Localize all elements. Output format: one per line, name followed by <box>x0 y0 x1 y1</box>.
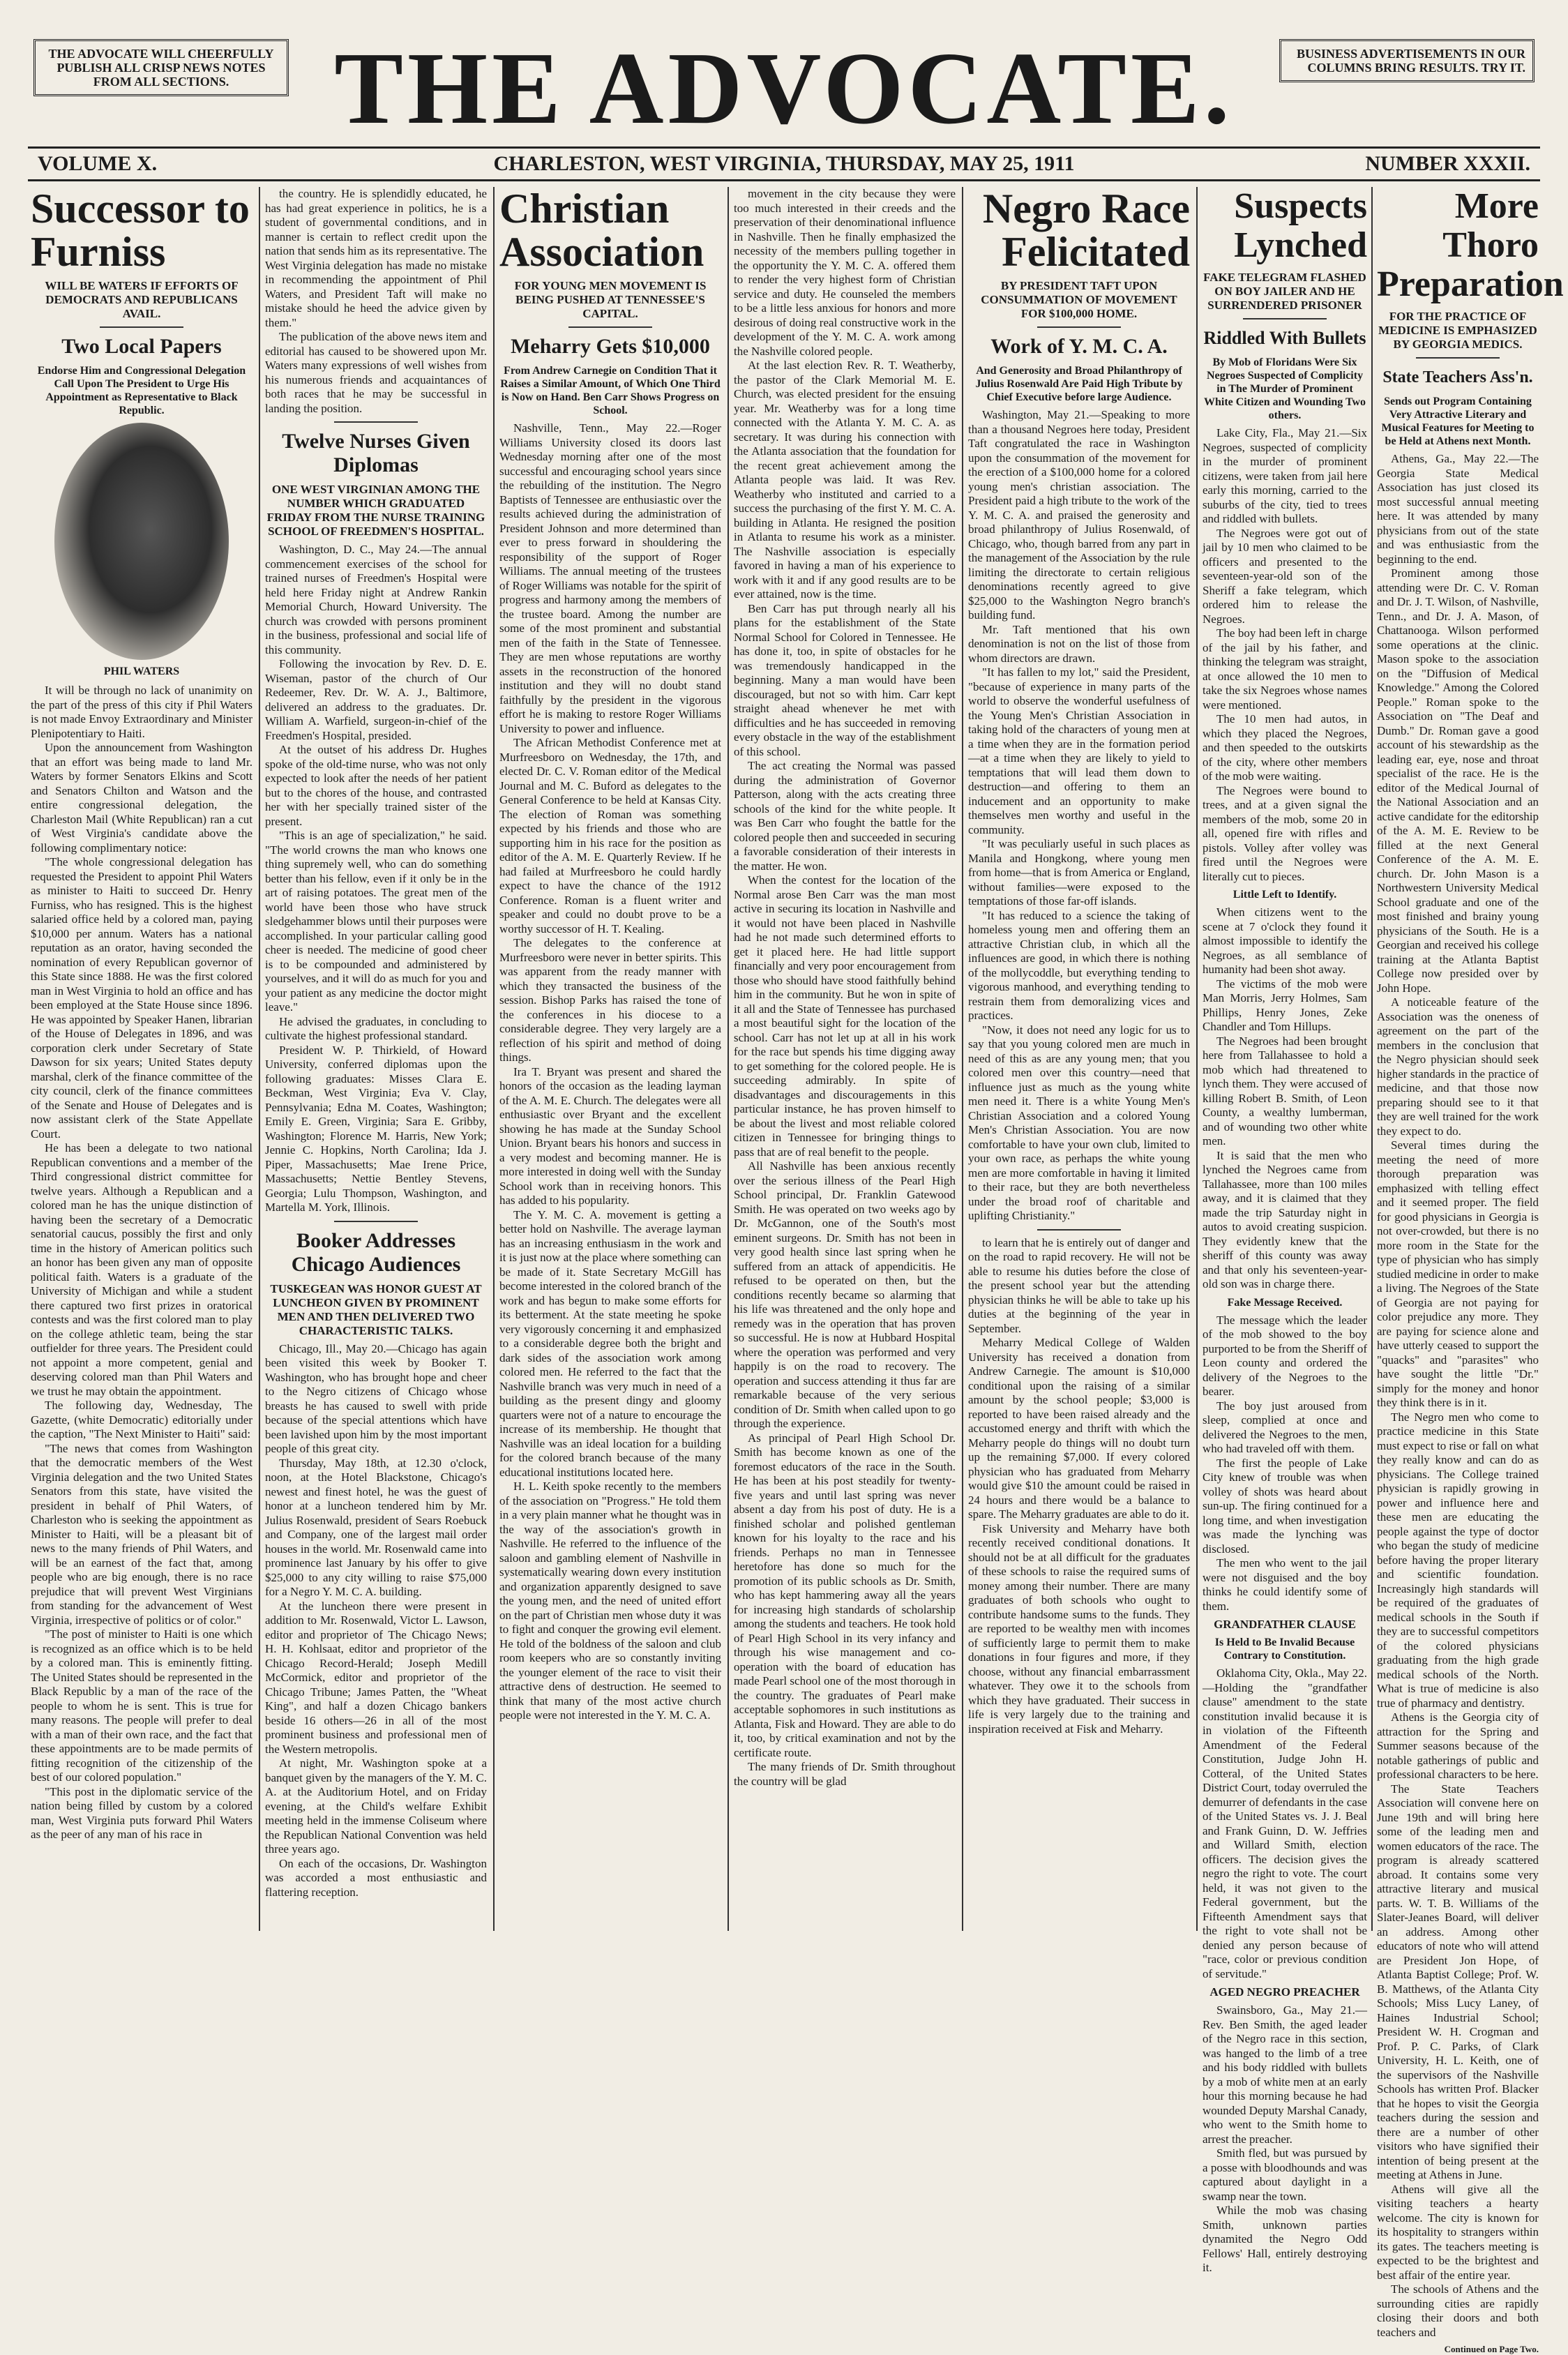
article-paragraph: The message which the leader of the mob showed to the boy purported to be from the Sheriff of Leon county and ordered the delivery of the Negroes to the bearer. <box>1203 1313 1367 1398</box>
article-paragraph: Washington, May 21.—Speaking to more than a thousand Negroes here today, President Taft congratulated the race in Washington upon the consummation of the movement for the erection of a $100,000 home for a colored young men's christian association. The President paid a high tribute to the work of the Y. M. C. A. and praised the generosity and broad philanthropy of Julius Rosenwald, of Chicago, who, though barred from any part in the management of the Association by the rule limiting the directorate to certain religious denominations recently agreed to give $25,000 to the Washington Negro branch's building fund. <box>968 408 1190 622</box>
article-paragraph: When citizens went to the scene at 7 o'clock they found it almost impossible to identify the Negroes, as all semblance of humanity had been shot away. <box>1203 905 1367 976</box>
separator <box>334 1221 418 1222</box>
headline-negro-race: Negro Race Felicitated <box>982 186 1190 275</box>
article-paragraph: "This post in the diplomatic service of the nation being filled by custom by a colored man, West Virginia puts forward Phil Waters as the peer of any man of his race in <box>31 1784 252 1841</box>
subhead-teachers: State Teachers Ass'n. <box>1382 368 1533 386</box>
article-paragraph: At the last election Rev. R. T. Weatherby, the pastor of the Clark Memorial M. E. Church, was elected president for the ensuing year. Mr. Weatherby was for a long time connected with the Atlanta Y. M. C. A. as secretary. It was during his connection with the Atlanta association that the foundation for the recent great achievement among the Atlanta people was laid. It was Rev. Weatherby who instituted and carried to a success the purchasing of the first Y. M. C. A. building in Atlanta. He resigned the position in Atlanta to resume his work as a minister. The Nashville association is especially favored in having a man of his experience to work with it and if any good results are to be ever attained, now is the time. <box>734 359 956 601</box>
article-paragraph: The State Teachers Association will convene here on June 19th and will bring here some of the leading men and women educators of the race. The program is already scattered abroad. It contains some very attractive literary and musical parts. W. T. B. Williams of the Slater-Jeanes Board, will deliver an address. Among other educators of note who will attend are President Jon Hope, of Atlanta Baptist College; Prof. W. B. Matthews, of the Atlanta City Schools; Miss Lucy Laney, of Haines Industrial School; President W. H. Crogman and Prof. P. C. Parks, of Clark University, H. L. Keith, one of the supervisors of the Nashville Schools has written Prof. Blacker that he hopes to visit the Georgia teachers during the session and there are a number of other visitors who have signified their intention of being present at the meeting at Athens in June. <box>1377 1782 1539 2181</box>
article-paragraph: A noticeable feature of the Association was the oneness of agreement on the part of the members in the conclusion that the Negro physician should seek higher standards in the practice of medicine, and that those now preparing should see to it that they are well trained for the work they expect to do. <box>1377 995 1539 1138</box>
article-paragraph: H. L. Keith spoke recently to the members of the association on "Progress." He told them in a very plain manner what he thought was in the way of the association's growth in Nashville. He referred to the influence of the saloon and gambling element of Nashville in systematically wearing down every institution and organization apparently designed to save the young men, and the need of united effort on the part of Christian men whose duty it was to fight and conquer the growing evil element. He told of the boldness of the saloon and club room keepers who are so constantly inviting the younger element of the race to visit their attractive dens of destruction. He seemed to think that many of the most active church people were not interested in the Y. M. C. A. <box>499 1480 721 1722</box>
deck-booker: TUSKEGEAN WAS HONOR GUEST AT LUNCHEON GIVEN BY PROMINENT MEN AND THEN DELIVERED TWO CHARACTERISTIC TALKS. <box>270 1281 482 1337</box>
deck-grandfather-clause: Is Held to Be Invalid Because Contrary to Constitution. <box>1214 1637 1355 1662</box>
article-paragraph: As principal of Pearl High School Dr. Smith has become known as one of the foremost educators of the race in the South. He has been at his post steadily for twenty-five years and until last spring was never absent a day from his post of duty. He is a finished scholar and polished gentleman known for his loyalty to the race and his friends. Perhaps no man in Tennessee heretofore has done so much for the promotion of its public schools as Dr. Smith, who has kept hammering away all the years for increasing high standards of scholarship among the students and teachers. He took hold of Pearl High School in its very infancy and through his wise management and co-operation with the board of education has made Pearl school one of the most thorough in the country. The graduates of Pearl make acceptable sophomores in such institutions as Atlanta, Fisk and Howard. They are able to do it, too, by critical examination and not by the certificate route. <box>734 1431 956 1759</box>
article-paragraph: All Nashville has been anxious recently over the serious illness of the Pearl High School principal, Dr. Franklin Gatewood Smith. He was operated on two weeks ago by Dr. McGannon, one of the South's most eminent surgeons. Dr. Smith has not been in very good health since last spring when he suffered from an attack of appendicitis. He refused to be operated on then, but the conditions recently became so alarming that his life was threatened and the only hope and remedy was in the operation that has proven so successful. He is now at Hubbard Hospital where the operation was performed and very happily is on the road to recovery. The operation and success attending it thus far are remarkable because of the very serious condition of Dr. Smith when called upon to go through the experience. <box>734 1159 956 1430</box>
article-paragraph: While the mob was chasing Smith, unknown parties dynamited the Negro Odd Fellows' Hall, entirely destroying it. <box>1203 2204 1367 2274</box>
subhead-fake-message: Fake Message Received. <box>1227 1296 1343 1309</box>
dateline-bar <box>28 146 1540 181</box>
article-paragraph: It will be through no lack of unanimity on the part of the press of this city if Phil Waters is not made Envoy Extraordinary and Minister Plenipotentiary to Haiti. <box>31 684 252 740</box>
article-paragraph: The act creating the Normal was passed during the administration of Governor Patterson, along with the acts creating three schools of the kind for the white people. It was Ben Carr who fought the battle for the colored people then and succeeded in securing a favorable consideration of their interests in the matter. He won. <box>734 759 956 873</box>
article-paragraph: The Negroes had been brought here from Tallahassee to hold a mob which had threatened to lynch them. They were accused of killing Robert B. Smith, of Leon County, a wealthy lumberman, and of wounding two other white men. <box>1203 1034 1367 1148</box>
subdeck-ymca: And Generosity and Broad Philanthropy of Julius Rosenwald Are Paid High Tribute by Chief Executive before large Audience. <box>975 365 1183 403</box>
column-1 <box>31 187 252 1931</box>
column-rule <box>1196 187 1198 1931</box>
article-paragraph: Thursday, May 18th, at 12.30 o'clock, noon, at the Hotel Blackstone, Chicago's newest and finest hotel, he was the guest of honor at a luncheon tendered him by Mr. Julius Rosenwald, president of Sears Roebuck and Company, one of the largest mail order houses in the world. Mr. Rosenwald came into prominence last January by his offer to give $25,000 to any city willing to raise $75,000 for a Negro Y. M. C. A. building. <box>265 1456 487 1598</box>
article-paragraph: Oklahoma City, Okla., May 22.—Holding the "grandfather clause" amendment to the state constitution invalid because it is in violation of the Fifteenth Amendment of the Federal Constitution, Judge John H. Cotteral, of the United States District Court, today overruled the demurrer of defendants in the case of the United States vs. J. J. Beal and Frank Guinn, D. W. Jeffries and Willard Smith, election officers. The decision gives the negro the right to vote. The court held, it was not given to the Federal government, but the Fifteenth Amendment says that the right to vote shall not be denied any person because of "race, color or previous condition of servitude." <box>1203 1666 1367 1980</box>
column-7 <box>1377 186 1564 2354</box>
article-paragraph: At night, Mr. Washington spoke at a banquet given by the managers of the Y. M. C. A. at the Auditorium Hotel, and on Friday evening, at the Child's welfare Exhibit meeting held in the immense Coliseum where the Republican National Convention was held three years ago. <box>265 1756 487 1856</box>
column-5 <box>968 187 1190 1931</box>
left-ear-box: THE ADVOCATE WILL CHEERFULLY PUBLISH ALL CRISP NEWS NOTES FROM ALL SECTIONS. <box>33 39 289 96</box>
column-rule <box>1371 187 1373 1931</box>
column-rule <box>493 187 495 1931</box>
subhead-riddled: Riddled With Bullets <box>1203 328 1366 348</box>
headline-booker: Booker Addresses Chicago Audiences <box>291 1228 461 1276</box>
article-paragraph: Nashville, Tenn., May 22.—Roger Williams University closed its doors last Wednesday morning after one of the most successful and encouraging school years since the rebuilding of the institution. The Negro Baptists of Tennessee are enthusiastic over the results achieved during the administration of President Johnson and more determined than ever to press forward in shouldering the responsibility of the support of Roger Williams. The annual meeting of the trustees of Roger Williams was notable for the spirit of progress and harmony among the members of the trustee board. Among the number are some of the most prominent and substantial men of the faith in the State of Tennessee. They are men whose reputations are worthy assets in the reconstruction of the honored institution and they will no doubt stand faithfully by the president in the vigorous effort he is making to restore Roger Williams University to power and influence. <box>499 421 721 735</box>
article-paragraph: At the luncheon there were present in addition to Mr. Rosenwald, Victor L. Lawson, editor and proprietor of The Chicago News; H. H. Kohlsaat, editor and proprietor of the Chicago Record-Herald; Joseph Medill McCormick, editor and proprietor of the Chicago Tribune; James Patten, the "Wheat King", and half a dozen Chicago bankers beside 16 others—26 in all of the most prominent business and professional men of the Western metropolis. <box>265 1599 487 1756</box>
right-ear-box: BUSINESS ADVERTISEMENTS IN OUR COLUMNS BRING RESULTS. TRY IT. <box>1279 39 1535 82</box>
article-paragraph: The African Methodist Conference met at Murfreesboro on Wednesday, the 17th, and elected Dr. C. V. Roman editor of the Medical Journal and M. C. Buford as delegates to the General Conference to be held at Kansas City. The election of Roman was something expected by his friends and those who are supporting him in his race for the position as editor of the A. M. E. Quarterly Review. If he had failed at Murfreesboro he could hardly expect to have the chance of the 1912 Conference. Roman is a fluent writer and speaker and could no doubt prove to be a worthy successor of H. T. Kealing. <box>499 736 721 935</box>
headline-successor: Successor to Furniss <box>31 186 250 275</box>
article-paragraph: Meharry Medical College of Walden University has received a donation from Andrew Carnegie. The amount is $10,000 conditional upon the raising of a similar amount by the school people; $3,000 is reported to have been raised already and the accustomed energy and thrift with which the Meharry people do things will no doubt turn up the remaining $7,000. If every colored physician who has graduated from Meharry would give $10 the amount could be raised in 24 hours and there would be a balance to spare. The Meharry graduates are able to do it. <box>968 1336 1190 1521</box>
article-paragraph: He has been a delegate to two national Republican conventions and a member of the Third congressional district committee for twelve years. Although a Republican and a colored man he has the unique distinction of having been the secretary of a Democratic senatorial caucus, possibly the first and only time in the history of American politics such an honor has been given any man of opposite political faith. Waters is a graduate of the University of Michigan and while a student there captured two first prizes in oratorical contests and was the first colored man to play on the college athletic team, being the star outfielder for three years. The President could not appoint a more competent, genial and deserving colored man than Phil Waters and we trust he may obtain the appointment. <box>31 1141 252 1398</box>
deck-lynched: FAKE TELEGRAM FLASHED ON BOY JAILER AND HE SURRENDERED PRISONER <box>1203 271 1366 312</box>
separator <box>568 326 652 328</box>
article-paragraph: The boy just aroused from sleep, complied at once and delivered the Negroes to the men, who had traveled off with them. <box>1203 1399 1367 1455</box>
article-paragraph: "The news that comes from Washington that the democratic members of the West Virginia delegation and the two United States Senators from this state, have visited the president in behalf of Phil Waters, of Charleston who is seeking the appointment as Minister to Haiti, will be a pleasant bit of news to the many friends of Phil Waters, and will be an earnest of the fact that, among people who are big enough, there is no race prejudice that will prevent West Virginians from standing for the advancement of West Virginia, irrespective of politics or of color." <box>31 1441 252 1627</box>
subdeck-teachers: Sends out Program Containing Very Attractive Literary and Musical Features for Meeting to be Held at Athens next Month. <box>1381 396 1535 447</box>
article-paragraph: movement in the city because they were too much interested in their creeds and the preservation of their denominational influence in Nashville. Then he finally emphasized the necessity of the members pulling together in the opportunity the Y. M. C. A. offered them to render the very highest form of Christian service and duty. He counseled the members to be a little less anxious for honors and more desirous of doing real constructive work in the development of the Y. M. C. A. work among the Nashville colored people. <box>734 187 956 358</box>
subhead-ymca: Work of Y. M. C. A. <box>990 335 1168 358</box>
headline-aged-preacher: AGED NEGRO PREACHER <box>1209 1985 1360 1999</box>
article-paragraph: On each of the occasions, Dr. Washington was accorded a most enthusiastic and flattering reception. <box>265 1856 487 1899</box>
article-paragraph: Chicago, Ill., May 20.—Chicago has again been visited this week by Booker T. Washington, who has brought hope and cheer to the Negro citizens of Chicago whose breasts he has caused to swell with pride because of the special attentions which have been lavished upon him by the most important people of this great city. <box>265 1341 487 1455</box>
article-paragraph: Athens, Ga., May 22.—The Georgia State Medical Association has just closed its most successful annual meeting here. It was attended by many physicians from out of the state and was enthusiastic from the beginning to the end. <box>1377 452 1539 566</box>
column-rule <box>962 187 963 1931</box>
columns <box>28 186 1564 2354</box>
article-paragraph: The first the people of Lake City knew of trouble was when volley of shots was heard about sun-up. The firing continued for a long time, and when investigation was made the lynching was disclosed. <box>1203 1456 1367 1556</box>
deck-nurses: ONE WEST VIRGINIAN AMONG THE NUMBER WHICH GRADUATED FRIDAY FROM THE NURSE TRAINING SCHOOL OF FREEDMEN'S HOSPITAL. <box>266 483 485 538</box>
separator <box>1037 1229 1121 1231</box>
subdeck-riddled: By Mob of Floridans Were Six Negroes Suspected of Complicity in The Murder of Prominent White Citizen and Wounding Two others. <box>1203 356 1366 421</box>
dateline-text: CHARLESTON, WEST VIRGINIA, THURSDAY, MAY 25, 1911 <box>493 152 1075 175</box>
article-paragraph: to learn that he is entirely out of danger and on the road to rapid recovery. He will not be able to resume his duties before the close of the present school year but the attending physician thinks he will be able to take up his duties at the beginning of the year in September. <box>968 1235 1190 1335</box>
article-paragraph: The victims of the mob were Man Morris, Jerry Holmes, Sam Phillips, Henry Jones, Zeke Chandler and Tom Hillups. <box>1203 977 1367 1033</box>
article-paragraph: The Negroes were got out of jail by 10 men who claimed to be officers and presented to the seventeen-year-old son of the Sheriff a fake telegram, which ordered him to release the Negroes. <box>1203 526 1367 626</box>
subdeck-local-papers: Endorse Him and Congressional Delegation Call Upon The President to Urge His Appointment as Representative to Black Republic. <box>37 365 246 416</box>
headline-preparation: More Thoro Preparation <box>1377 186 1564 304</box>
issue-number: NUMBER XXXII. <box>1365 152 1530 175</box>
subhead-meharry: Meharry Gets $10,000 <box>511 335 710 358</box>
portrait-caption: PHIL WATERS <box>103 665 180 677</box>
headline-lynched: Suspects Lynched <box>1234 186 1367 265</box>
article-paragraph: "It has fallen to my lot," said the President, "because of experience in many parts of the world to observe the wonderful usefulness of the Young Men's Christian Association in taking hold of the characters of young men at a time when they are in the formation period—at a time when they are likely to yield to temptations that will lead them down to destruction—and offering to them an inducement and an opportunity to make themselves men worthy and useful in the community. <box>968 665 1190 836</box>
article-paragraph: The Negroes were bound to trees, and at a given signal the members of the mob, some 20 in all, opened fire with rifles and pistols. Volley after volley was fired until the Negroes were literally cut to pieces. <box>1203 783 1367 883</box>
headline-christian-association: Christian Association <box>499 186 704 275</box>
separator <box>100 326 183 328</box>
headline-grandfather-clause: GRANDFATHER CLAUSE <box>1214 1618 1356 1631</box>
separator <box>1416 357 1500 359</box>
article-paragraph: Ira T. Bryant was present and shared the honors of the occasion as the leading layman of the A. M. E. Church. The delegates were all enthusiastic over Bryant and the excellent showing he has made at the Sunday School Union. Bryant bears his honors and success in a very modest and becoming manner. He is more interested in doing well with the Sunday School work than in receiving honors. This has added to his popularity. <box>499 1064 721 1207</box>
article-paragraph: "The whole congressional delegation has requested the President to appoint Phil Waters as minister to Haiti to succeed Dr. Henry Furniss, who has resigned. This is the highest salaried office held by a colored man, paying $10,000 per annum. Waters has a national reputation as an orator, having seconded the nomination of every Republican governor of this State since 1888. He was the first colored man in West Virginia to hold an office and has been employed at the State House since 1896. He was appointed by Speaker Hanen, librarian of the House of Delegates in 1896, and was corporation clerk under Secretary of State Dawson for six years; United States deputy marshal, clerk of the finance committee of the city council, clerk of the finance committees of the Senate and House of Delegates and is now assistant clerk of the State Appellate Court. <box>31 855 252 1141</box>
article-paragraph: The many friends of Dr. Smith throughout the country will be glad <box>734 1760 956 1788</box>
article-paragraph: the country. He is splendidly educated, he has had great experience in politics, he is a student of governmental conditions, and in manner is certain to reflect credit upon the nation that sends him as its representative. The West Virginia delegation has made no mistake in recommending the appointment of Phil Waters, and President Taft will make no mistake should he heed the advice given by them." <box>265 187 487 329</box>
article-paragraph: Lake City, Fla., May 21.—Six Negroes, suspected of complicity in the murder of prominent citizens, were taken from jail here early this morning, carried to the suburbs of the city, tied to trees and riddled with bullets. <box>1203 426 1367 525</box>
newspaper-page <box>28 14 1564 2354</box>
deck-successor: WILL BE WATERS IF EFFORTS OF DEMOCRATS AND REPUBLICANS AVAIL. <box>45 279 239 320</box>
article-paragraph: Mr. Taft mentioned that his own denomination is not on the list of those from whom directors are drawn. <box>968 622 1190 665</box>
article-paragraph: At the outset of his address Dr. Hughes spoke of the old-time nurse, who was not only expected to look after the needs of her patient but to the chores of the house, and contrasted her with her specially trained sister of the present. <box>265 743 487 828</box>
headline-nurses: Twelve Nurses Given Diplomas <box>282 430 470 476</box>
article-paragraph: Upon the announcement from Washington that an effort was being made to land Mr. Waters by former Senators Elkins and Scott and Senators Chilton and Watson and the entire congressional delegation, the Charleston Mail (White Republican) ran a cut of West Virginia's candidate above the following complimentary notice: <box>31 741 252 855</box>
deck-negro-race: BY PRESIDENT TAFT UPON CONSUMMATION OF MOVEMENT FOR $100,000 HOME. <box>981 279 1177 320</box>
subhead-local-papers: Two Local Papers <box>61 335 222 358</box>
article-paragraph: "The post of minister to Haiti is one which is recognized as an office which is to be held by a colored man. This is eminently fitting. The United States should be represented in the Black Republic by a man of the race of the people to whom he is sent. This is true for many reasons. The people will prefer to deal with a man of their own race, and the fact that these appointments are to be made permits of fitting recognition of the citizenship of the best of our colored population." <box>31 1627 252 1784</box>
article-paragraph: The publication of the above news item and editorial has caused to be showered upon Mr. Waters many expressions of well wishes from his numerous friends and acquaintances of both races that he may be successful in landing the position. <box>265 330 487 415</box>
article-paragraph: When the contest for the location of the Normal arose Ben Carr was the man most active in securing its location in Nashville and it would not have been placed in Nashville had he not made such determined efforts to get it placed here. He had little support financially and very poor encouragement from those who should have stood faithfully behind him in the community. But he won in spite of it all and the State of Tennessee has purchased a most beautiful sight for the location of the school. Carr has not let up at all in his work for the race but spends his time digging away to get something for the colored people. He is succeeding admirably. In spite of disadvantages and discouragements in this particular instance, he has proven himself to be about the livest and most reliable colored citizen in Tennessee for bringing things to pass that are of real benefit to the people. <box>734 873 956 1159</box>
column-2 <box>265 187 487 1931</box>
article-paragraph: The Y. M. C. A. movement is getting a better hold on Nashville. The average layman has an increasing enthusiasm in the work and it is just now at the place where something can be made of it. State Secretary McGill has become interested in the colored branch of the work and has begun to make some efforts for its betterment. At the state meeting he spoke very vigorously concerning it and emphasized to a considerable degree both the bright and dark sides of the association work among colored men. He referred to the fact that the Nashville branch was very much in need of a building as the present dingy and gloomy quarters were not of a nature to encourage the increase of its membership. He thought that Nashville was an ideal location for a building for the colored branch because of the many educational institutions located here. <box>499 1207 721 1479</box>
article-paragraph: "It was peculiarly useful in such places as Manila and Hongkong, where young men from home—that is from America or England, without families—were exposed to the temptations of those far-off islands. <box>968 837 1190 908</box>
article-paragraph: He advised the graduates, in concluding to cultivate the highest professional standard. <box>265 1014 487 1042</box>
article-paragraph: The Negro men who come to practice medicine in this State must expect to rise or fall on what they really know and can do as physicians. The College trained physician is rapidly growing in power and influence here and these men are educating the people against the type of doctor who began the study of medicine before having the proper literary and scientific foundation. Increasingly high standards will be required of the graduates of medical schools in the South if they are to successful competitors of the colored physicians graduating from the high grade medical schools of the North. What is true of medicine is also true of pharmacy and dentistry. <box>1377 1410 1539 1710</box>
article-paragraph: The delegates to the conference at Murfreesboro were never in better spirits. This was apparent from the ready manner with which they transacted the business of the session. Bishop Parks has raised the tone of the conferences in his diocese to a considerable degree. They very largely are a reflection of his spirit and method of doing things. <box>499 936 721 1064</box>
article-paragraph: The boy had been left in charge of the jail by his father, and thinking the telegram was straight, at once allowed the 10 men to take the six Negroes whose names were mentioned. <box>1203 626 1367 712</box>
article-paragraph: The 10 men had autos, in which they placed the Negroes, and then speeded to the outskirts of the city, where other members of the mob were waiting. <box>1203 712 1367 783</box>
subhead-little-left: Little Left to Identify. <box>1232 889 1337 901</box>
newspaper-title: THE ADVOCATE. <box>334 31 1234 146</box>
article-paragraph: President W. P. Thirkield, of Howard University, conferred diplomas upon the following graduates: Misses Clara E. Beckman, West Virginia; Eva V. Clay, Pennsylvania; Edna M. Coates, Washington; Emily E. Green, Virginia; Sara E. Gribby, Washington; Florence M. Harris, New York; Jennie C. Hopkins, North Carolina; Ida J. Piper, Massachusetts; Mae Irene Price, Massachusetts; Nettie Bentley Stevens, Georgia; Lulu Thompson, Washington, and Martella M. York, Illinois. <box>265 1043 487 1214</box>
article-paragraph: Following the invocation by Rev. D. E. Wiseman, pastor of the church of Our Redeemer, Rev. Dr. W. A. J., Baltimore, delivered an address to the graduates. Dr. William A. Warfield, surgeon-in-chief of the Freedmen's Hospital, presided. <box>265 657 487 742</box>
column-6 <box>1203 186 1367 2274</box>
article-paragraph: Athens will give all the visiting teachers a hearty welcome. The city is known for its hospitality to strangers within its gates. The teachers meeting is expected to be the brightest and best affair of the entire year. <box>1377 2182 1539 2282</box>
volume-label: VOLUME X. <box>38 152 158 175</box>
article-paragraph: The men who went to the jail were not disguised and the boy thinks he could identify some of them. <box>1203 1556 1367 1613</box>
column-rule <box>728 187 729 1931</box>
deck-preparation: FOR THE PRACTICE OF MEDICINE IS EMPHASIZED BY GEORGIA MEDICS. <box>1378 310 1537 351</box>
article-paragraph: "This is an age of specialization," he said. "The world crowns the man who knows one thing supremely well, who can do something better than his fellow, even if it only be in the art of raising potatoes. The great men of the world have been those who have struck sledgehammer blows until their purposes were accomplished. In your particular calling good cheer is needed. The medicine of good cheer is to be compounded and administered by yourselves, and it will do as much for you and your patient as any medicine the doctor might leave." <box>265 829 487 1014</box>
article-paragraph: Swainsboro, Ga., May 21.—Rev. Ben Smith, the aged leader of the Negro race in this section, was hanged to the limb of a tree and his body riddled with bullets by a mob of white men at an early hour this morning because he had wounded Deputy Marshal Canady, who went to the Smith home to arrest the preacher. <box>1203 2003 1367 2146</box>
article-paragraph: It is said that the men who lynched the Negroes came from Tallahassee, more than 100 miles away, and it is claimed that they made the trip Saturday night in autos to avoid creating suspicion. They evidently knew that the sheriff of this county was away and that only his seventeen-year-old son was in charge there. <box>1203 1148 1367 1291</box>
portrait-image <box>54 423 229 660</box>
article-paragraph: "It has reduced to a science the taking of homeless young men and offering them an attractive Christian club, in which all the influences are good, in which there is nothing of the mollycoddle, but everything tending to vigorous manhood, and everything tending to restrain them from demoralizing vices and practices. <box>968 908 1190 1022</box>
article-paragraph: Washington, D. C., May 24.—The annual commencement exercises of the school for trained nurses of Freedmen's Hospital were held here Friday night at Andrew Rankin Memorial Church, Howard University. The church was crowded with persons prominent in the business, professional and social life of this community. <box>265 543 487 656</box>
article-paragraph: The following day, Wednesday, The Gazette, (white Democratic) editorially under the caption, "The Next Minister to Haiti" said: <box>31 1399 252 1440</box>
deck-christian-association: FOR YOUNG MEN MOVEMENT IS BEING PUSHED AT TENNESSEE'S CAPITAL. <box>514 279 707 320</box>
subdeck-meharry: From Andrew Carnegie on Condition That it Raises a Similar Amount, of Which One Third is Now on Hand. Ben Carr Shows Progress on School. <box>500 365 721 416</box>
article-paragraph: Smith fled, but was pursued by a posse with bloodhounds and was captured about daylight in a swamp near the town. <box>1203 2146 1367 2203</box>
article-paragraph: Prominent among those attending were Dr. C. V. Roman and Dr. J. T. Wilson, of Nashville, Tenn., and Dr. J. A. Mason, of Chattanooga. Wilson performed some operations at the clinic. Mason spoke to the association on the "Diffusion of Medical Knowledge." Among the Colored People." Roman spoke to the Association on "The Deaf and Dumb." Dr. Roman gave a good account of his stewardship as the leading ear, eye, nose and throat specialist of the race. He is the editor of the Medical Journal of the National Association and an active candidate for the editorship of the A. M. E. Review to be filled at the next General Conference of the A. M. E. church. Dr. John Mason is a Northwestern University Medical School graduate and one of the most finished and brainy young physicians of the South. He is a Georgian and received his college training at the Atlanta Baptist College now presided over by John Hope. <box>1377 566 1539 995</box>
article-paragraph: The schools of Athens and the surrounding cities are rapidly closing their doors and both teachers and <box>1377 2282 1539 2339</box>
article-paragraph: Athens is the Georgia city of attraction for the Spring and Summer seasons because of the notable gatherings of public and professional characters to be here. <box>1377 1710 1539 1781</box>
separator <box>1243 318 1327 319</box>
article-paragraph: Several times during the meeting the need of more thorough preparation was emphasized with telling effect and it seemed proper. The field for good physicians in Georgia is not over-crowded, but there is no more room in the State for the type of physician who has simply studied medicine in order to make a living. The Negroes of the State of Georgia are not paying for color prejudice any more. They are paying for science alone and have utterly ceased to support the "quacks" and "parasites" who have sought the little "Dr." simply for the money and honor they think there is in it. <box>1377 1138 1539 1409</box>
article-paragraph: "Now, it does not need any logic for us to say that you young colored men are much in need of this as are any young men; that you colored men over this country—need that influence just as much as the young white men need it. There is a white Young Men's Christian Association and a colored Young Men's Christian Association. You are now comfortable to have your own club, limited to your own race, as perhaps the white young men are more comfortable in having it limited to their race, but they are both nevertheless under the broad roof of charitable and uplifting Christianity." <box>968 1023 1190 1222</box>
column-3 <box>499 187 721 1931</box>
article-paragraph: Ben Carr has put through nearly all his plans for the establishment of the State Normal School for Colored in Tennessee. He has done it, too, in spite of obstacles for he was tremendously handicapped in the beginning. Many a man would have been discouraged, but not so with him. Carr kept straight ahead whenever he met with difficulties and he has succeeded in removing every obstacle in the way of the establishment of this school. <box>734 601 956 758</box>
article-paragraph: Fisk University and Meharry have both recently received conditional donations. It should not be at all difficult for the graduates of these schools to raise the required sums of money among their number. There are many graduates of both schools who ought to contribute handsome sums to the funds. They are reported to be wealthy men with incomes of sufficiently large to permit them to make donations in four figures and more, if they choose, without any financial embarrassment whatever. They owe it to the schools from which they have graduated. Their success in life is very largely due to the training and inspiration received at Fisk and Meharry. <box>968 1521 1190 1736</box>
separator <box>1037 326 1121 328</box>
column-rule <box>259 187 260 1931</box>
continued-note: Continued on Page Two. <box>1444 2344 1539 2354</box>
column-4 <box>734 187 956 1931</box>
separator <box>334 421 418 423</box>
